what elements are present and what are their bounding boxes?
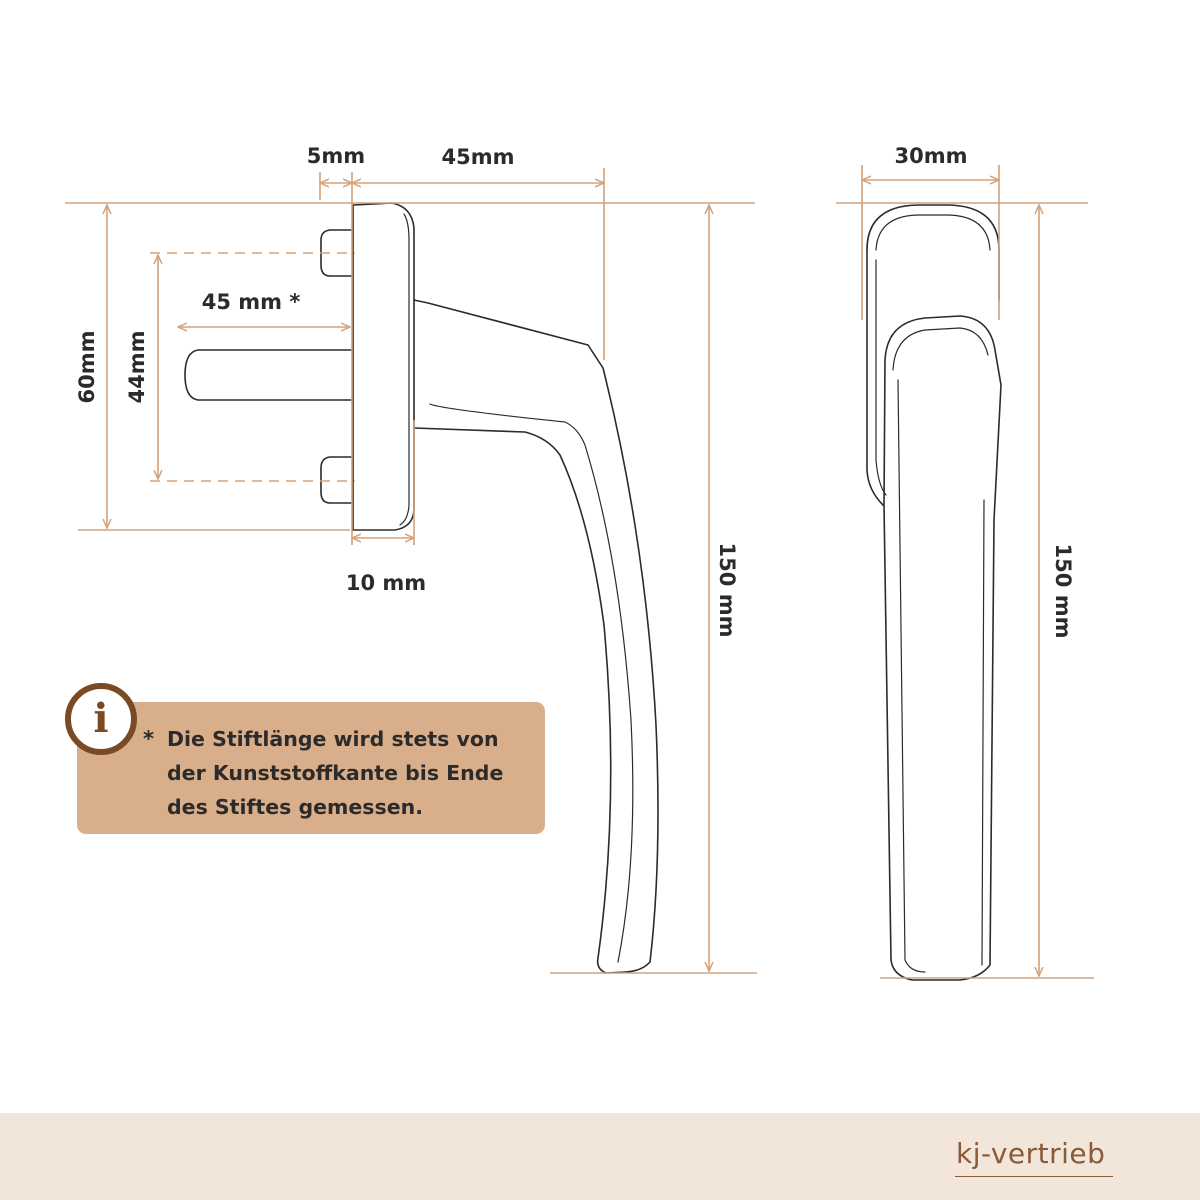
info-glyph: i	[93, 695, 109, 742]
dim-label-44mm: 44mm	[125, 330, 149, 404]
info-note-box	[77, 702, 545, 834]
info-icon	[65, 683, 137, 755]
front-view-handle	[867, 205, 1001, 980]
note-asterisk: *	[143, 727, 154, 751]
lower-screw-stud	[321, 457, 353, 503]
dim-label-150mm-side: 150 mm	[715, 542, 739, 638]
brand-logo: kj-vertrieb	[956, 1137, 1106, 1170]
dim-label-pin-length: 45 mm *	[201, 290, 301, 314]
note-text: Die Stiftlänge wird stets von der Kunststoffkante bis Ende des Stiftes gemessen.	[167, 727, 504, 819]
spindle-pin	[185, 350, 353, 400]
dim-label-150mm-front: 150 mm	[1051, 543, 1075, 639]
dimension-lines	[65, 165, 1094, 978]
lever	[414, 300, 658, 973]
brand-underline	[955, 1176, 1113, 1177]
dim-label-10mm: 10 mm	[345, 571, 427, 595]
dim-label-5mm: 5mm	[306, 144, 366, 168]
front-rose	[867, 205, 999, 300]
dim-label-30mm: 30mm	[894, 144, 968, 168]
dim-label-45mm: 45mm	[441, 145, 515, 169]
dim-label-60mm: 60mm	[75, 330, 99, 404]
rose-plate	[353, 203, 414, 530]
footer-bar	[0, 1113, 1200, 1200]
